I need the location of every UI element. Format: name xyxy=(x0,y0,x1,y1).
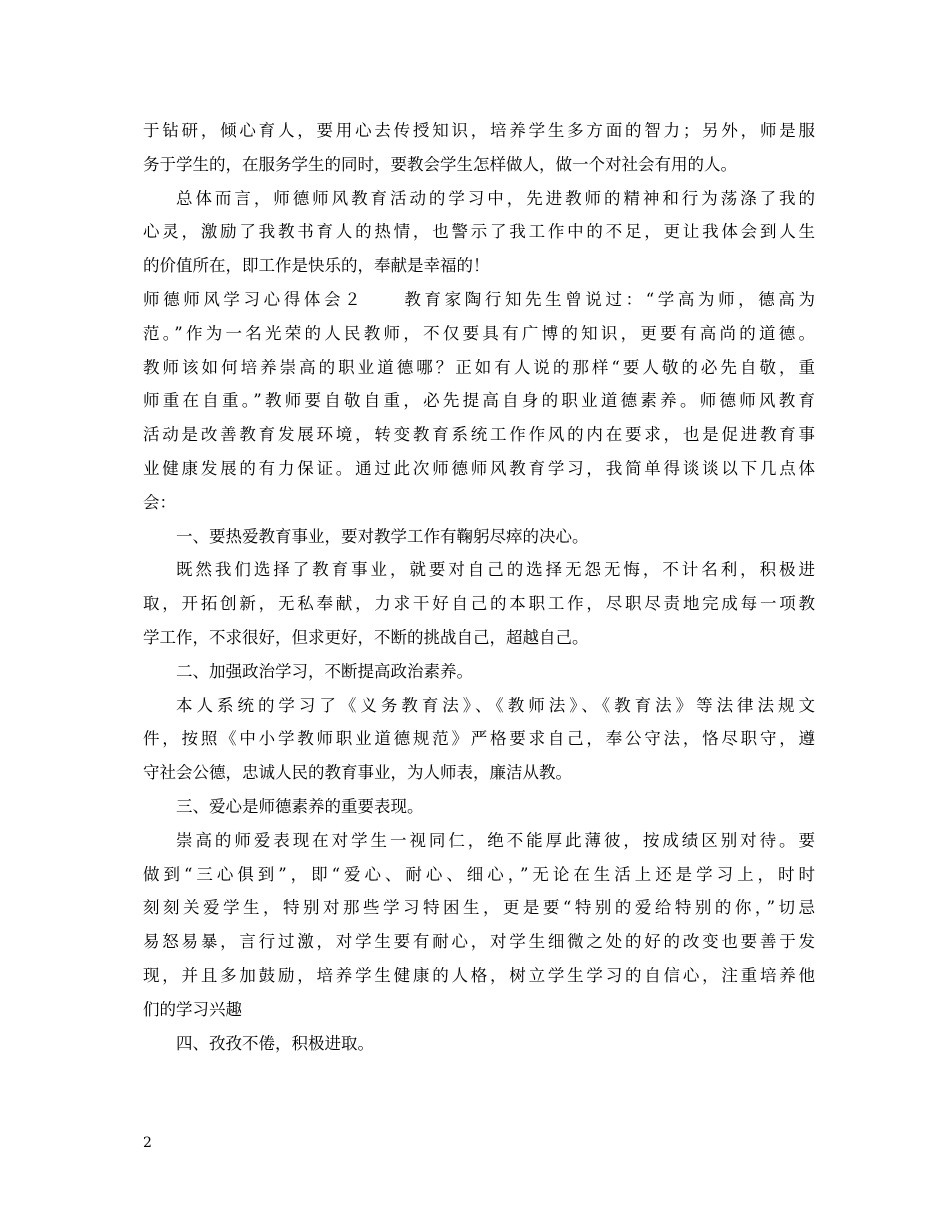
text-line: 守社会公德，忠诚人民的教育事业，为人师表，廉洁从教。 xyxy=(143,763,572,783)
text-line: 于钻研，倾心育人，要用心去传授知识，培养学生多方面的智力；另外，师是服 xyxy=(143,121,815,140)
text-line: 三、爱心是师德素养的重要表现。 xyxy=(176,796,424,816)
text-line: 刻刻关爱学生，特别对那些学习特困生，更是要“特别的爱给特别的你，”切忌 xyxy=(143,898,815,918)
text-line: 务于学生的，在服务学生的同时，要教会学生怎样做人，做一个对社会有用的人。 xyxy=(143,154,737,174)
text-line: 做到“三心俱到”，即“爱心、耐心、细心，”无论在生活上还是学习上，时时 xyxy=(143,864,815,884)
text-line: 现，并且多加鼓励，培养学生健康的人格，树立学生学习的自信心，注重培养他 xyxy=(143,965,815,985)
text-line: 师德师风学习心得体会２ 教育家陶行知先生曾说过：“学高为师，德高为 xyxy=(143,289,815,309)
text-line: 四、孜孜不倦，积极进取。 xyxy=(176,1033,374,1053)
text-line: 既然我们选择了教育事业，就要对自己的选择无怨无悔，不计名利，积极进 xyxy=(176,560,815,580)
text-line: 件，按照《中小学教师职业道德规范》严格要求自己，奉公守法，恪尽职守，遵 xyxy=(143,729,815,749)
text-line: 易怒易暴，言行过激，对学生要有耐心，对学生细微之处的好的改变也要善于发 xyxy=(143,932,815,952)
text-line: 教师该如何培养崇高的职业道德哪？正如有人说的那样“要人敬的必先自敬，重 xyxy=(143,357,815,377)
text-line: 们的学习兴趣 xyxy=(143,999,242,1019)
text-line: 崇高的师爱表现在对学生一视同仁，绝不能厚此薄彼，按成绩区别对待。要 xyxy=(176,830,815,850)
text-line: 取，开拓创新，无私奉献，力求干好自己的本职工作，尽职尽责地完成每一项教 xyxy=(143,594,815,614)
document-body xyxy=(143,114,815,1060)
text-line: 师重在自重。”教师要自敬自重，必先提高自身的职业道德素养。师德师风教育 xyxy=(143,391,815,411)
text-line: 一、要热爱教育事业，要对教学工作有鞠躬尽瘁的决心。 xyxy=(176,526,589,546)
text-line: 活动是改善教育发展环境，转变教育系统工作作风的内在要求，也是促进教育事 xyxy=(143,425,815,445)
text-line: 业健康发展的有力保证。通过此次师德师风教育学习，我简单得谈谈以下几点体 xyxy=(143,458,815,478)
text-line: 二、加强政治学习，不断提高政治素养。 xyxy=(176,661,473,681)
text-line: 学工作，不求很好，但求更好，不断的挑战自己，超越自己。 xyxy=(143,627,589,647)
text-line: 本人系统的学习了《义务教育法》、《教师法》、《教育法》等法律法规文 xyxy=(176,695,815,715)
text-line: 心灵，激励了我教书育人的热情，也警示了我工作中的不足，更让我体会到人生 xyxy=(143,222,815,242)
text-line: 范。”作为一名光荣的人民教师，不仅要具有广博的知识，更要有高尚的道德。 xyxy=(143,323,815,343)
page-number: 2 xyxy=(143,1135,152,1151)
text-line: 会： xyxy=(143,492,176,512)
text-line: 总体而言，师德师风教育活动的学习中，先进教师的精神和行为荡涤了我的 xyxy=(176,188,815,208)
text-line: 的价值所在，即工作是快乐的，奉献是幸福的！ xyxy=(143,256,490,276)
